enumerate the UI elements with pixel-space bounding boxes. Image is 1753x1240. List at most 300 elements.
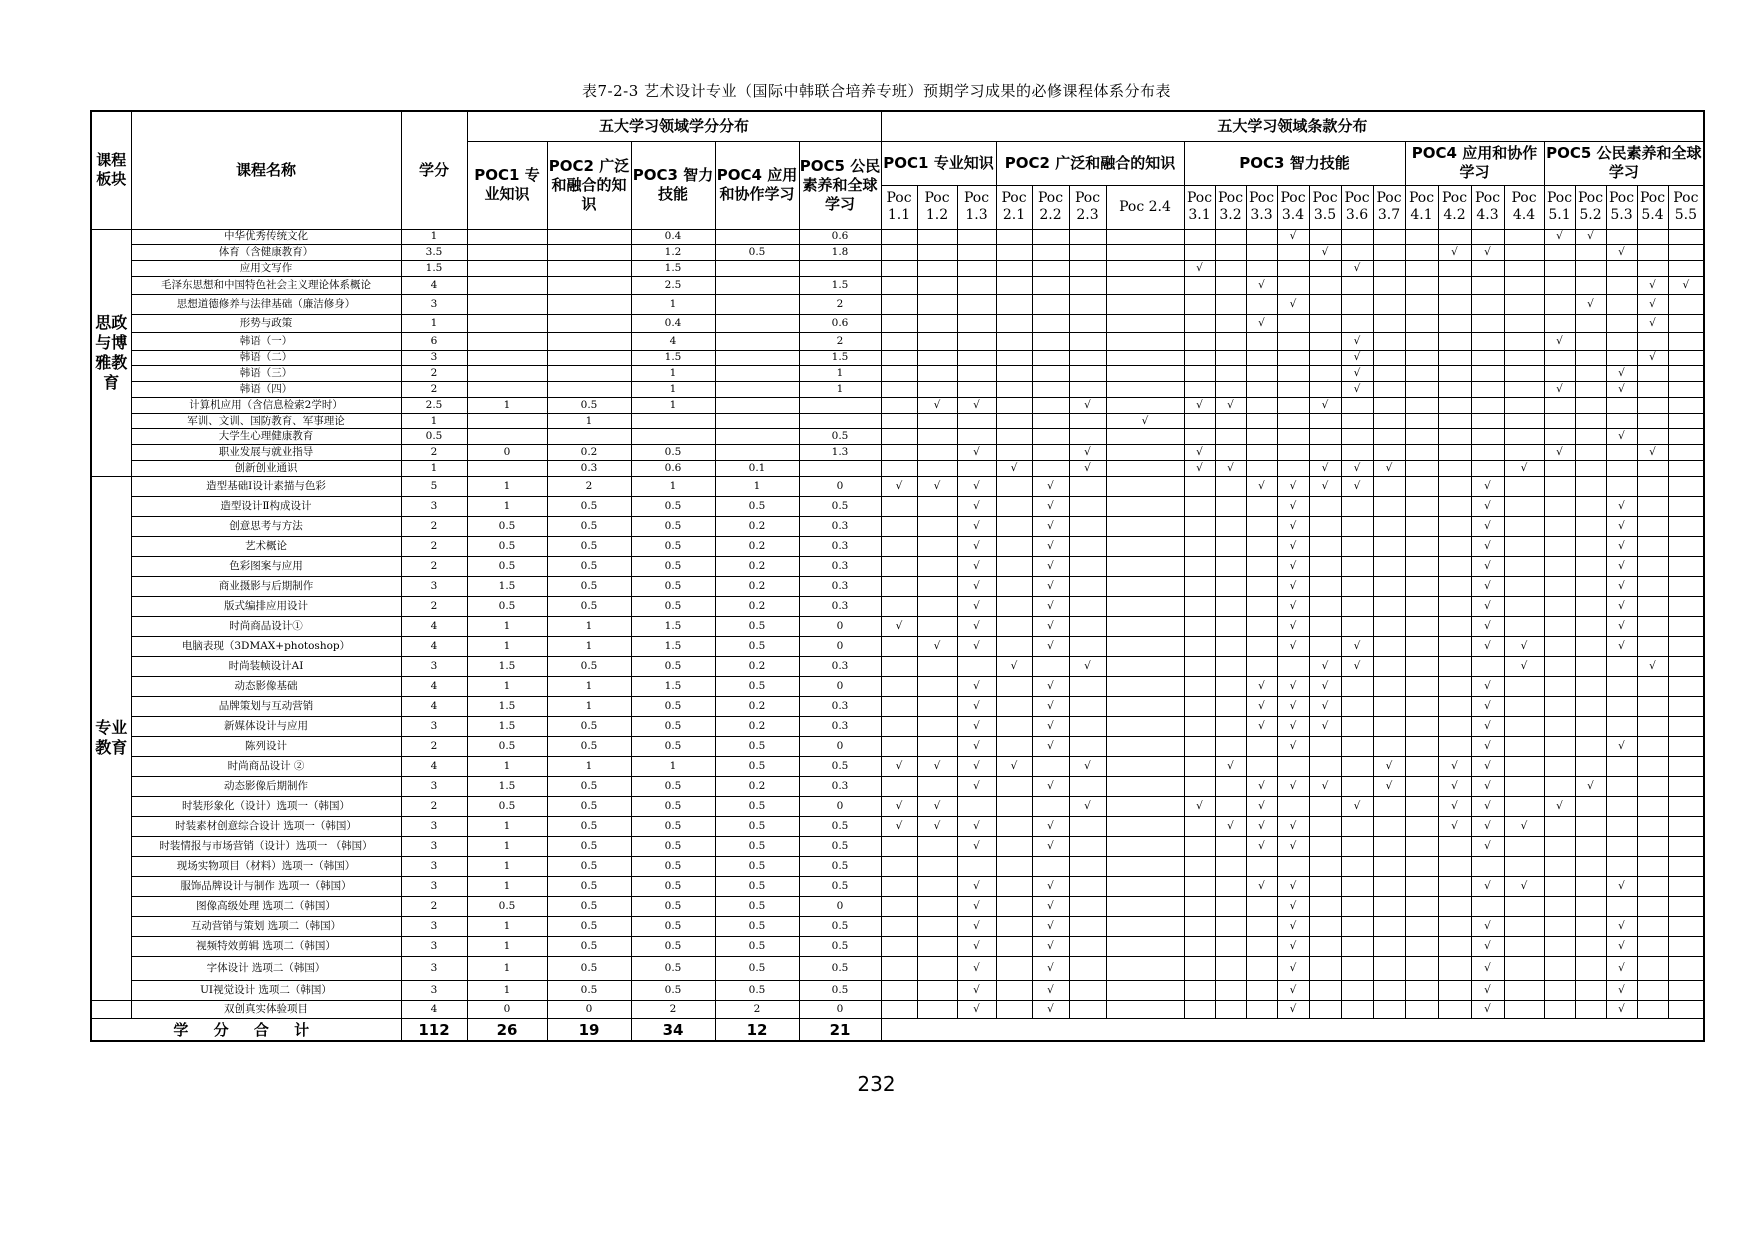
check-mark: √ (1471, 756, 1504, 776)
clause-cell (881, 876, 917, 896)
clause-cell (1438, 676, 1471, 696)
clause-cell (1309, 576, 1341, 596)
header-subcol: Poc 1.3 (957, 185, 996, 229)
check-mark: √ (1184, 261, 1215, 277)
clause-cell (1606, 836, 1637, 856)
table-row (91, 460, 1704, 476)
check-mark: √ (1184, 460, 1215, 476)
credit-poc2 (547, 429, 631, 445)
clause-cell (957, 382, 996, 398)
credit-poc5: 2 (799, 332, 881, 350)
credit-poc3: 4 (631, 332, 715, 350)
clause-cell (881, 350, 917, 366)
check-mark: √ (1277, 696, 1309, 716)
check-mark: √ (957, 516, 996, 536)
check-mark: √ (1637, 276, 1668, 294)
course-name: 品牌策划与互动营销 (131, 696, 401, 716)
clause-cell (881, 856, 917, 876)
credit-poc4: 0.5 (715, 836, 799, 856)
clause-cell (1341, 445, 1373, 461)
clause-cell (1438, 556, 1471, 576)
clause-cell (1309, 556, 1341, 576)
clause-cell (917, 956, 957, 980)
clause-cell (881, 556, 917, 576)
check-mark: √ (1471, 876, 1504, 896)
check-mark: √ (1471, 496, 1504, 516)
clause-cell (1504, 429, 1544, 445)
check-mark: √ (957, 636, 996, 656)
check-mark: √ (1277, 229, 1309, 245)
clause-cell (1438, 876, 1471, 896)
clause-cell (881, 460, 917, 476)
clause-cell (1606, 776, 1637, 796)
credit-poc5: 0.3 (799, 576, 881, 596)
check-mark: √ (1471, 556, 1504, 576)
credit-poc2 (547, 294, 631, 314)
clause-cell (1246, 429, 1277, 445)
clause-cell (1309, 413, 1341, 429)
clause-cell (996, 536, 1032, 556)
clause-cell (1606, 332, 1637, 350)
clause-cell (1373, 245, 1405, 261)
check-mark: √ (1069, 397, 1106, 413)
credit-poc3: 0.5 (631, 736, 715, 756)
course-credit: 2 (401, 536, 467, 556)
clause-cell (1341, 496, 1373, 516)
table-row (91, 836, 1704, 856)
table-row (91, 397, 1704, 413)
clause-cell (1032, 366, 1069, 382)
clause-cell (881, 429, 917, 445)
clause-cell (1215, 516, 1246, 536)
check-mark: √ (1032, 576, 1069, 596)
clause-cell (1215, 980, 1246, 1000)
clause-cell (1504, 245, 1544, 261)
check-mark: √ (957, 596, 996, 616)
check-mark: √ (1637, 445, 1668, 461)
check-mark: √ (1606, 736, 1637, 756)
course-name: 电脑表现（3DMAX+photoshop） (131, 636, 401, 656)
totals-poc2: 19 (547, 1019, 631, 1042)
credit-poc1: 0 (467, 445, 547, 461)
header-credit-poc2: POC2 广泛和融合的知识 (547, 141, 631, 229)
header-group-poc4: POC4 应用和协作学习 (1405, 141, 1544, 185)
check-mark: √ (1471, 956, 1504, 980)
clause-cell (1637, 796, 1668, 816)
clause-cell (1246, 736, 1277, 756)
course-block: 专业教育 (91, 476, 131, 1000)
clause-cell (1106, 796, 1184, 816)
clause-cell (1184, 676, 1215, 696)
course-name: 韩语（三） (131, 366, 401, 382)
clause-cell (1606, 476, 1637, 496)
clause-cell (1341, 776, 1373, 796)
clause-cell (1504, 796, 1544, 816)
credit-poc4: 0.5 (715, 956, 799, 980)
clause-cell (1246, 496, 1277, 516)
course-credit: 3 (401, 816, 467, 836)
check-mark: √ (1032, 476, 1069, 496)
check-mark: √ (957, 896, 996, 916)
clause-cell (1184, 616, 1215, 636)
clause-cell (1504, 980, 1544, 1000)
clause-cell (1215, 956, 1246, 980)
clause-cell (1504, 382, 1544, 398)
table-row (91, 876, 1704, 896)
table-row (91, 936, 1704, 956)
clause-cell (996, 476, 1032, 496)
credit-poc1: 1 (467, 496, 547, 516)
clause-cell (957, 294, 996, 314)
course-credit: 3 (401, 656, 467, 676)
table-row (91, 429, 1704, 445)
clause-cell (1471, 856, 1504, 876)
credit-poc3 (631, 429, 715, 445)
clause-cell (1668, 382, 1704, 398)
clause-cell (996, 413, 1032, 429)
clause-cell (1106, 366, 1184, 382)
clause-cell (1544, 616, 1575, 636)
clause-cell (1184, 716, 1215, 736)
clause-cell (1106, 816, 1184, 836)
clause-cell (1471, 229, 1504, 245)
clause-cell (1069, 576, 1106, 596)
clause-cell (1106, 1000, 1184, 1018)
clause-cell (996, 350, 1032, 366)
clause-cell (1637, 596, 1668, 616)
credit-poc5: 0 (799, 1000, 881, 1018)
clause-cell (881, 245, 917, 261)
clause-cell (996, 676, 1032, 696)
clause-cell (1544, 536, 1575, 556)
credit-poc1: 1 (467, 636, 547, 656)
course-credit: 2 (401, 556, 467, 576)
clause-cell (1215, 676, 1246, 696)
clause-cell (1246, 382, 1277, 398)
check-mark: √ (1032, 616, 1069, 636)
clause-cell (1215, 656, 1246, 676)
clause-cell (1668, 496, 1704, 516)
table-row (91, 716, 1704, 736)
clause-cell (1575, 460, 1606, 476)
clause-cell (1373, 596, 1405, 616)
check-mark: √ (1438, 796, 1471, 816)
check-mark: √ (1341, 636, 1373, 656)
clause-cell (1373, 314, 1405, 332)
check-mark: √ (1373, 776, 1405, 796)
clause-cell (1606, 294, 1637, 314)
clause-cell (1184, 245, 1215, 261)
clause-cell (1069, 314, 1106, 332)
clause-cell (1544, 980, 1575, 1000)
clause-cell (957, 656, 996, 676)
check-mark: √ (957, 445, 996, 461)
table-row (91, 332, 1704, 350)
credit-poc4: 0.5 (715, 936, 799, 956)
table-row (91, 676, 1704, 696)
check-mark: √ (1032, 716, 1069, 736)
clause-cell (1277, 314, 1309, 332)
clause-cell (1215, 245, 1246, 261)
clause-cell (1069, 676, 1106, 696)
course-credit: 3 (401, 936, 467, 956)
credit-poc2: 1 (547, 696, 631, 716)
clause-cell (881, 956, 917, 980)
check-mark: √ (1246, 716, 1277, 736)
check-mark: √ (1637, 656, 1668, 676)
course-credit: 0.5 (401, 429, 467, 445)
clause-cell (996, 332, 1032, 350)
course-credit: 4 (401, 636, 467, 656)
credit-poc5 (799, 413, 881, 429)
clause-cell (917, 876, 957, 896)
credit-poc3 (631, 413, 715, 429)
check-mark: √ (957, 756, 996, 776)
clause-cell (1668, 716, 1704, 736)
credit-poc5: 0.6 (799, 314, 881, 332)
clause-cell (1544, 896, 1575, 916)
clause-cell (1309, 736, 1341, 756)
clause-cell (1606, 756, 1637, 776)
clause-cell (1668, 576, 1704, 596)
clause-cell (1341, 276, 1373, 294)
credit-poc3: 1 (631, 366, 715, 382)
credit-poc4 (715, 229, 799, 245)
check-mark: √ (917, 397, 957, 413)
clause-cell (1637, 261, 1668, 277)
clause-cell (1504, 756, 1544, 776)
clause-cell (1069, 536, 1106, 556)
clause-cell (1373, 382, 1405, 398)
credit-poc5: 0.5 (799, 936, 881, 956)
credit-poc1: 1 (467, 836, 547, 856)
credit-poc3: 0.5 (631, 816, 715, 836)
header-credit-poc5: POC5 公民素养和全球学习 (799, 141, 881, 229)
check-mark: √ (1032, 496, 1069, 516)
clause-cell (1215, 413, 1246, 429)
course-credit: 3 (401, 956, 467, 980)
check-mark: √ (1032, 980, 1069, 1000)
clause-cell (1438, 314, 1471, 332)
course-credit: 3 (401, 576, 467, 596)
clause-cell (1606, 460, 1637, 476)
clause-cell (917, 276, 957, 294)
credit-poc1: 1 (467, 397, 547, 413)
check-mark: √ (881, 816, 917, 836)
course-name: 时装形象化（设计）选项一（韩国） (131, 796, 401, 816)
check-mark: √ (917, 636, 957, 656)
clause-cell (1246, 397, 1277, 413)
clause-cell (1438, 397, 1471, 413)
check-mark: √ (1544, 229, 1575, 245)
clause-cell (1032, 382, 1069, 398)
check-mark: √ (1606, 956, 1637, 980)
clause-cell (1544, 576, 1575, 596)
check-mark: √ (1606, 516, 1637, 536)
clause-cell (996, 576, 1032, 596)
clause-cell (1032, 245, 1069, 261)
check-mark: √ (1544, 332, 1575, 350)
clause-cell (1405, 916, 1438, 936)
credit-poc4: 0.2 (715, 576, 799, 596)
clause-cell (1184, 956, 1215, 980)
course-credit: 3 (401, 856, 467, 876)
clause-cell (1069, 736, 1106, 756)
clause-cell (957, 413, 996, 429)
clause-cell (1668, 956, 1704, 980)
clause-cell (1668, 776, 1704, 796)
clause-cell (1471, 276, 1504, 294)
clause-cell (957, 366, 996, 382)
clause-cell (1032, 229, 1069, 245)
course-name: 图像高级处理 选项二（韩国） (131, 896, 401, 916)
clause-cell (1069, 382, 1106, 398)
check-mark: √ (1309, 460, 1341, 476)
clause-cell (996, 294, 1032, 314)
clause-cell (1504, 314, 1544, 332)
header-subcol: Poc 3.4 (1277, 185, 1309, 229)
clause-cell (1341, 413, 1373, 429)
credit-poc1: 1 (467, 756, 547, 776)
course-name: 服饰品牌设计与制作 选项一（韩国） (131, 876, 401, 896)
check-mark: √ (1471, 476, 1504, 496)
credit-poc5: 1.5 (799, 276, 881, 294)
clause-cell (1106, 294, 1184, 314)
clause-cell (1184, 413, 1215, 429)
clause-cell (917, 676, 957, 696)
clause-cell (1405, 936, 1438, 956)
clause-cell (1575, 596, 1606, 616)
credit-poc2: 0.5 (547, 516, 631, 536)
check-mark: √ (1606, 429, 1637, 445)
credit-poc5: 0.5 (799, 856, 881, 876)
clause-cell (1309, 856, 1341, 876)
check-mark: √ (917, 756, 957, 776)
clause-cell (1438, 956, 1471, 980)
clause-cell (1341, 576, 1373, 596)
clause-cell (1277, 397, 1309, 413)
check-mark: √ (1471, 980, 1504, 1000)
clause-cell (1504, 413, 1544, 429)
check-mark: √ (996, 756, 1032, 776)
clause-cell (1184, 276, 1215, 294)
check-mark: √ (1637, 294, 1668, 314)
course-credit: 1 (401, 229, 467, 245)
clause-cell (1405, 656, 1438, 676)
course-name: 形势与政策 (131, 314, 401, 332)
clause-cell (1069, 980, 1106, 1000)
totals-poc4: 12 (715, 1019, 799, 1042)
header-credit-poc4: POC4 应用和协作学习 (715, 141, 799, 229)
clause-cell (1544, 696, 1575, 716)
clause-cell (1341, 896, 1373, 916)
clause-cell (996, 445, 1032, 461)
header-subcol: Poc 5.5 (1668, 185, 1704, 229)
header-block: 课程板块 (91, 111, 131, 229)
clause-cell (1184, 536, 1215, 556)
clause-cell (1405, 1000, 1438, 1018)
clause-cell (1341, 616, 1373, 636)
clause-cell (1106, 276, 1184, 294)
clause-cell (1504, 676, 1544, 696)
clause-cell (1544, 429, 1575, 445)
clause-cell (1069, 496, 1106, 516)
check-mark: √ (1606, 876, 1637, 896)
clause-cell (1668, 736, 1704, 756)
course-credit: 1 (401, 314, 467, 332)
course-name: 韩语（一） (131, 332, 401, 350)
clause-cell (1405, 696, 1438, 716)
clause-cell (1668, 656, 1704, 676)
clause-cell (1504, 576, 1544, 596)
clause-cell (1637, 756, 1668, 776)
check-mark: √ (1246, 276, 1277, 294)
clause-cell (1637, 896, 1668, 916)
credit-poc3: 2 (631, 1000, 715, 1018)
course-name: 韩语（四） (131, 382, 401, 398)
clause-cell (1637, 382, 1668, 398)
clause-cell (1106, 429, 1184, 445)
clause-cell (1373, 956, 1405, 980)
clause-cell (996, 896, 1032, 916)
credit-poc2 (547, 332, 631, 350)
clause-cell (917, 314, 957, 332)
credit-poc3: 1 (631, 294, 715, 314)
credit-poc5: 0 (799, 796, 881, 816)
check-mark: √ (1277, 516, 1309, 536)
clause-cell (1106, 596, 1184, 616)
clause-cell (1575, 445, 1606, 461)
clause-cell (996, 736, 1032, 756)
credit-poc1 (467, 314, 547, 332)
credit-poc3: 2.5 (631, 276, 715, 294)
clause-cell (917, 980, 957, 1000)
course-name: 毛泽东思想和中国特色社会主义理论体系概论 (131, 276, 401, 294)
clause-cell (1373, 876, 1405, 896)
clause-cell (1106, 476, 1184, 496)
check-mark: √ (957, 956, 996, 980)
clause-cell (1309, 536, 1341, 556)
clause-cell (1575, 616, 1606, 636)
credit-poc5: 2 (799, 294, 881, 314)
clause-cell (1277, 350, 1309, 366)
clause-cell (1504, 294, 1544, 314)
credit-poc1 (467, 413, 547, 429)
credit-poc2: 0.2 (547, 445, 631, 461)
header-subcol: Poc 3.3 (1246, 185, 1277, 229)
credit-poc1 (467, 460, 547, 476)
clause-cell (1637, 476, 1668, 496)
check-mark: √ (1341, 460, 1373, 476)
clause-cell (1246, 460, 1277, 476)
credit-poc4 (715, 332, 799, 350)
check-mark: √ (1606, 980, 1637, 1000)
clause-cell (1504, 896, 1544, 916)
clause-cell (996, 796, 1032, 816)
clause-cell (1405, 413, 1438, 429)
clause-cell (1277, 382, 1309, 398)
credit-poc2: 0.5 (547, 596, 631, 616)
check-mark: √ (1309, 245, 1341, 261)
clause-cell (881, 516, 917, 536)
clause-cell (1668, 366, 1704, 382)
check-mark: √ (1246, 776, 1277, 796)
clause-cell (1438, 936, 1471, 956)
clause-cell (1069, 429, 1106, 445)
clause-cell (881, 776, 917, 796)
clause-cell (1277, 429, 1309, 445)
credit-poc4: 0.2 (715, 536, 799, 556)
